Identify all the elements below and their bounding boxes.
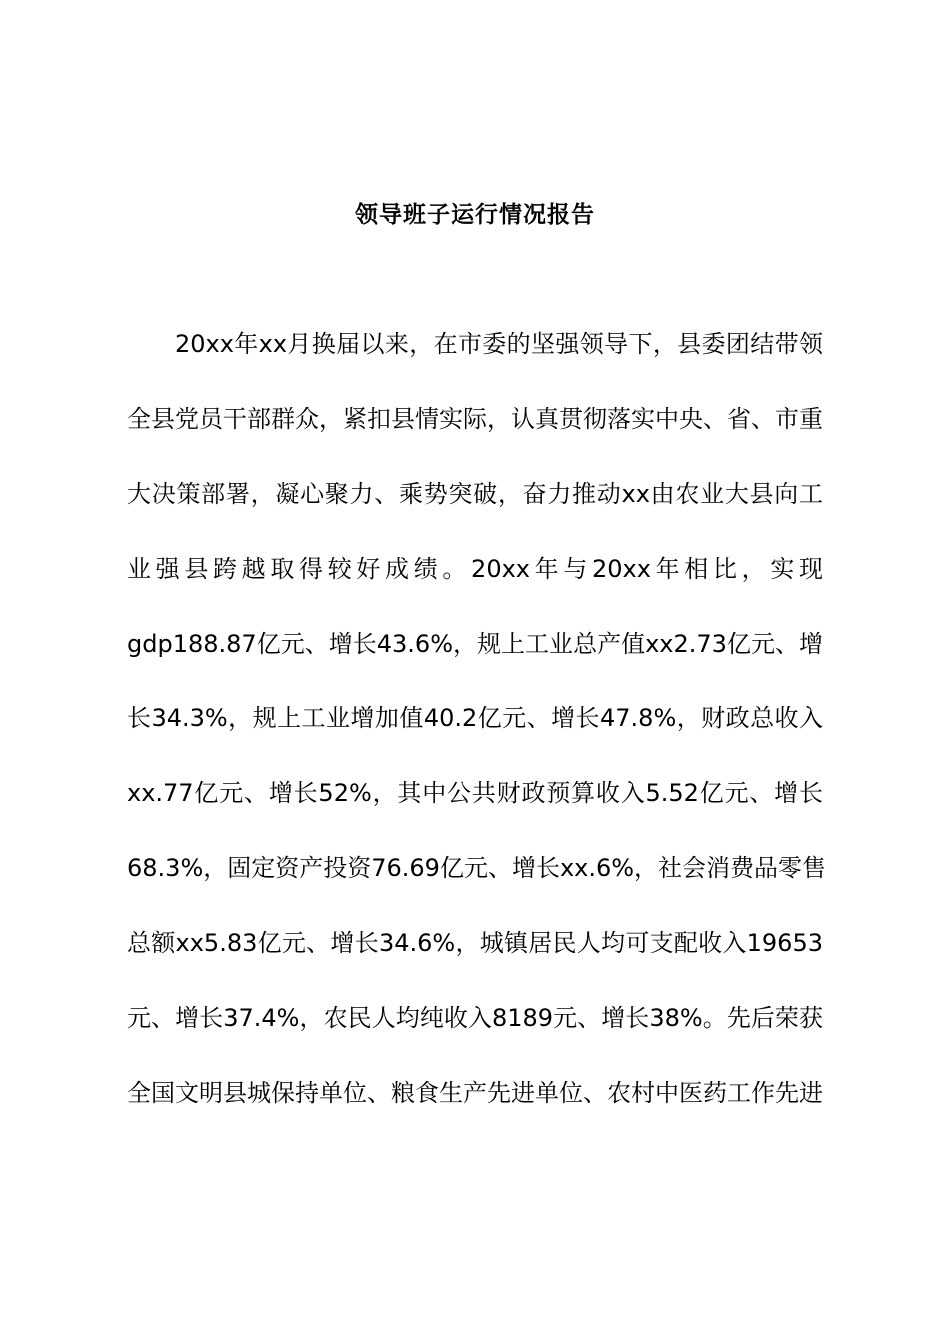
paragraph-line: 长34.3%，规上工业增加值40.2亿元、增长47.8%，财政总收入 [127,704,823,732]
paragraph-line: gdp188.87亿元、增长43.6%，规上工业总产值xx2.73亿元、增 [127,630,823,658]
paragraph-line: 全县党员干部群众，紧扣县情实际，认真贯彻落实中央、省、市重 [127,405,823,433]
paragraph-line: 元、增长37.4%，农民人均纯收入8189元、增长38%。先后荣获 [127,1004,823,1032]
document-title: 领导班子运行情况报告 [355,202,595,228]
paragraph-line: 68.3%，固定资产投资76.69亿元、增长xx.6%，社会消费品零售 [127,854,827,882]
paragraph-line: 总额xx5.83亿元、增长34.6%，城镇居民人均可支配收入19653 [127,929,823,957]
paragraph-line: 业强县跨越取得较好成绩。20xx年与20xx年相比，实现 [127,555,823,583]
paragraph-line: 20xx年xx月换届以来，在市委的坚强领导下，县委团结带领 [175,330,823,358]
paragraph-line: 全国文明县城保持单位、粮食生产先进单位、农村中医药工作先进 [127,1079,823,1107]
paragraph-line: 大决策部署，凝心聚力、乘势突破，奋力推动xx由农业大县向工 [127,480,823,508]
paragraph-line: xx.77亿元、增长52%，其中公共财政预算收入5.52亿元、增长 [127,779,823,807]
